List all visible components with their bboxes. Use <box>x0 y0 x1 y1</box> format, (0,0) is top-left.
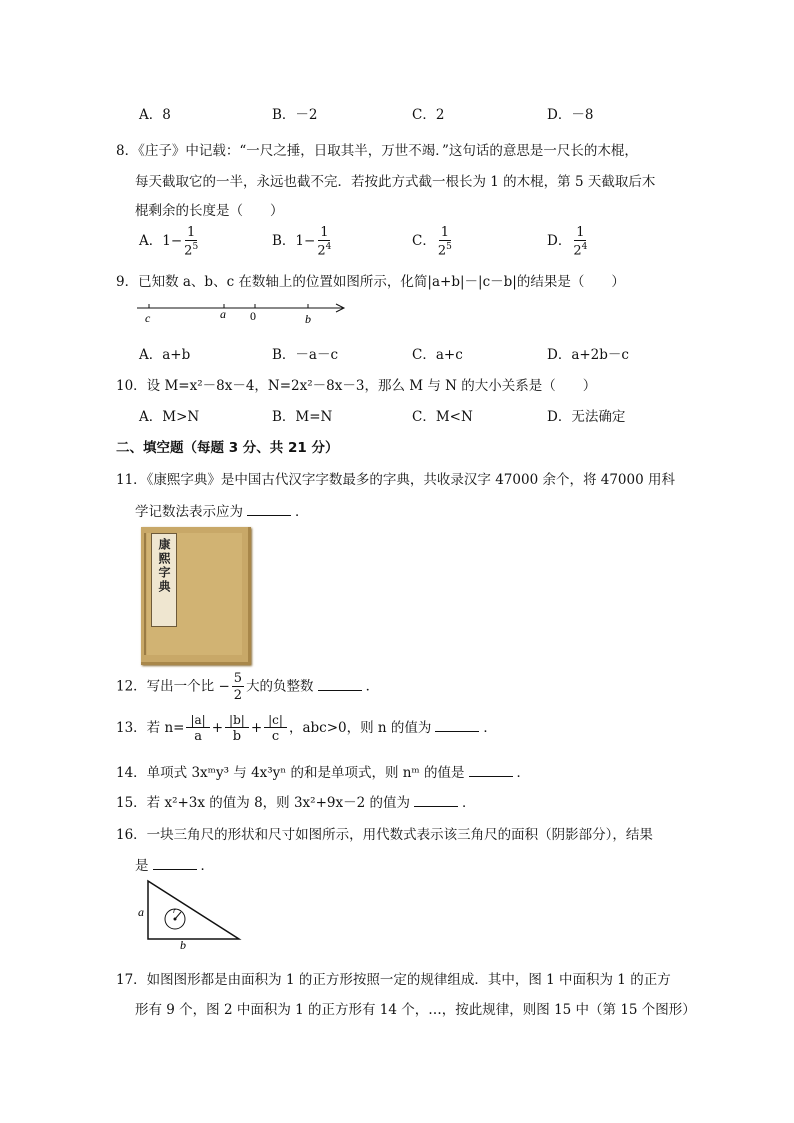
q14-text: 14．单项式 3xᵐy³ 与 4x³yⁿ 的和是单项式，则 nᵐ 的值是 ． <box>116 765 531 781</box>
label-c: c <box>145 311 151 325</box>
label-a: a <box>220 307 226 321</box>
q7-option-a: A．8 <box>139 107 171 123</box>
q8-line-1: 8．《庄子》中记载：“一尺之捶，日取其半，万世不竭．”这句话的意思是一尺长的木棍， <box>116 143 638 159</box>
q10-option-d: D．无法确定 <box>547 409 626 425</box>
q8-option-b: B．1− $\frac{1}{2^4}$ <box>272 225 332 259</box>
q8-option-c: C． $\frac{1}{2^5}$ <box>412 225 452 259</box>
answer-blank <box>414 794 458 807</box>
q8-line-3: 棍剩余的长度是（ ） <box>135 203 284 219</box>
q17-line-2: 形有 9 个，图 2 中面积为 1 的正方形有 14 个，…，按此规律，则图 15 中（第 15 个图形） <box>135 1002 696 1018</box>
answer-blank <box>247 503 291 516</box>
answer-blank <box>153 857 197 870</box>
q13-text: 13．若 n= $\frac{|a|}{a}$ + $\frac{|b|}{b}$ + $\frac{|c|}{c}$ ，abc>0，则 n 的值为 ． <box>116 713 497 744</box>
q7-option-b: B．－2 <box>272 107 318 123</box>
number-line-figure <box>135 296 355 326</box>
circle-center <box>174 918 177 921</box>
q8-option-a: A．1− $\frac{1}{2^5}$ <box>139 225 199 259</box>
label-r: r <box>173 906 177 915</box>
q16-line-1: 16．一块三角尺的形状和尺寸如图所示，用代数式表示该三角尺的面积（阴影部分），结果 <box>116 827 653 843</box>
triangle-outline <box>148 881 239 939</box>
q15-text: 15．若 x²+3x 的值为 8，则 3x²+9x－2 的值为 ． <box>116 795 476 811</box>
book-title-text: 康熙字典 <box>157 538 171 594</box>
label-a: a <box>138 905 144 919</box>
q17-line-1: 17．如图图形都是由面积为 1 的正方形按照一定的规律组成．其中，图 1 中面积为 1 的正方 <box>116 972 671 988</box>
q10-option-b: B．M=N <box>272 409 333 425</box>
q9-option-a: A．a+b <box>139 347 191 363</box>
q8-option-d: D． $\frac{1}{2^4}$ <box>547 225 588 259</box>
book-title-label <box>151 533 177 627</box>
q12-text: 12．写出一个比 − $\frac{5}{2}$ 大的负整数 ． <box>116 671 380 703</box>
q9-option-b: B．－a－c <box>272 347 339 363</box>
kangxi-dictionary-image <box>141 527 251 665</box>
q11-line-2: 学记数法表示应为 ． <box>135 504 309 520</box>
q8-line-2: 每天截取它的一半，永远也截不完．若按此方式截一根长为 1 的木棍，第 5 天截取后木 <box>135 174 656 190</box>
answer-blank <box>435 719 479 732</box>
q7-option-d: D．－8 <box>547 107 594 123</box>
q10-option-a: A．M>N <box>139 409 200 425</box>
q9-option-c: C．a+c <box>412 347 463 363</box>
label-b: b <box>180 938 186 952</box>
q16-line-2: 是 ． <box>135 858 214 874</box>
book-binding <box>144 533 146 655</box>
q10-text: 10．设 M=x²－8x－4，N=2x²－8x－3，那么 M 与 N 的大小关系是（ ） <box>116 378 597 394</box>
triangle-ruler-figure <box>133 876 248 956</box>
section-heading: 二、填空题（每题 3 分、共 21 分） <box>116 440 339 456</box>
q11-line-1: 11．《康熙字典》是中国古代汉字字数最多的字典，共收录汉字 47000 余个，将 47000 用科 <box>116 472 675 488</box>
label-zero: 0 <box>250 309 256 323</box>
answer-blank <box>469 764 513 777</box>
q9-option-d: D．a+2b－c <box>547 347 629 363</box>
q7-option-c: C．2 <box>412 107 445 123</box>
label-b: b <box>305 312 311 326</box>
q9-text: 9．已知数 a、b、c 在数轴上的位置如图所示，化简|a+b|－|c－b|的结果是（ ） <box>116 274 625 290</box>
q10-option-c: C．M<N <box>412 409 473 425</box>
answer-blank <box>318 678 362 691</box>
